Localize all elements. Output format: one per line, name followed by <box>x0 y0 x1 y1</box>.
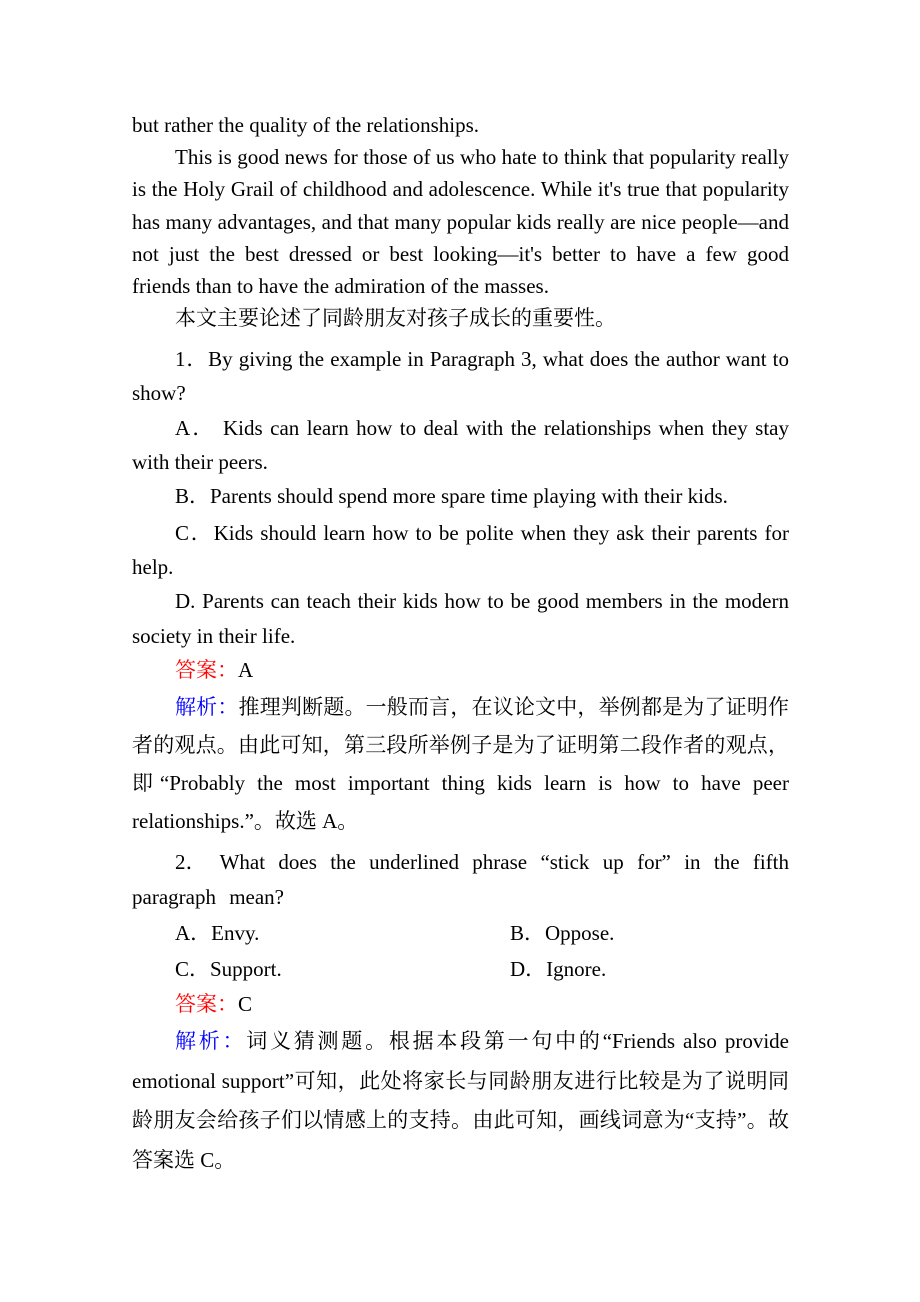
question-2-stem: 2． What does the underlined phrase “stick up for” in the fifth paragraph mean? <box>132 850 789 909</box>
question-2-analysis <box>132 1022 789 1180</box>
question-2-option-c: C．Support. <box>175 957 282 981</box>
question-1-option-a: A． Kids can learn how to deal with the relationships when they stay with their peers. <box>132 416 789 474</box>
answer-label: 答案： <box>175 658 238 682</box>
question-1-analysis <box>132 688 789 840</box>
analysis-text: 词义猜测题。根据本段第一句中的“Friends also provide emotional support”可知，此处将家长与同龄朋友进行比较是为了说明同龄朋友会给孩子们以情感上的支持。由此可知，画线词意为“支持”。故答案选 C。 <box>132 1029 789 1172</box>
passage-summary: 本文主要论述了同龄朋友对孩子成长的重要性。 <box>175 306 616 330</box>
question-2-answer <box>132 987 789 1021</box>
question-2-option-a: A．Envy. <box>175 921 260 945</box>
question-1-option-b: B．Parents should spend more spare time playing with their kids. <box>175 484 728 508</box>
question-2-option-b: B．Oppose. <box>510 921 615 945</box>
analysis-label: 解析： <box>175 695 239 719</box>
question-2-option-d: D．Ignore. <box>510 957 607 981</box>
answer-label: 答案： <box>175 992 238 1016</box>
answer-value: C <box>238 992 253 1016</box>
passage-paragraph: This is good news for those of us who hate to think that popularity really is the Holy Grail of childhood and adolescence. While it's true that popularity has many advantages, and that many popular kids really are nice people—and not just the best dressed or best looking—it's better to have a few good friends than to have the admiration of the masses. <box>132 145 789 299</box>
question-1-option-c: C．Kids should learn how to be polite when they ask their parents for help. <box>132 521 789 579</box>
answer-value: A <box>238 658 254 682</box>
passage-paragraph-end: but rather the quality of the relationships. <box>132 113 479 137</box>
analysis-label: 解析： <box>175 1029 247 1053</box>
question-1-stem: 1．By giving the example in Paragraph 3, what does the author want to show? <box>132 347 789 405</box>
question-1-answer <box>132 653 789 687</box>
question-1-option-d: D. Parents can teach their kids how to be good members in the modern society in their life. <box>132 589 789 648</box>
analysis-text: 推理判断题。一般而言，在议论文中，举例都是为了证明作者的观点。由此可知，第三段所举例子是为了证明第二段作者的观点，即“Probably the most important thing kids learn is how to have peer relationships.”。故选 A。 <box>132 695 790 833</box>
